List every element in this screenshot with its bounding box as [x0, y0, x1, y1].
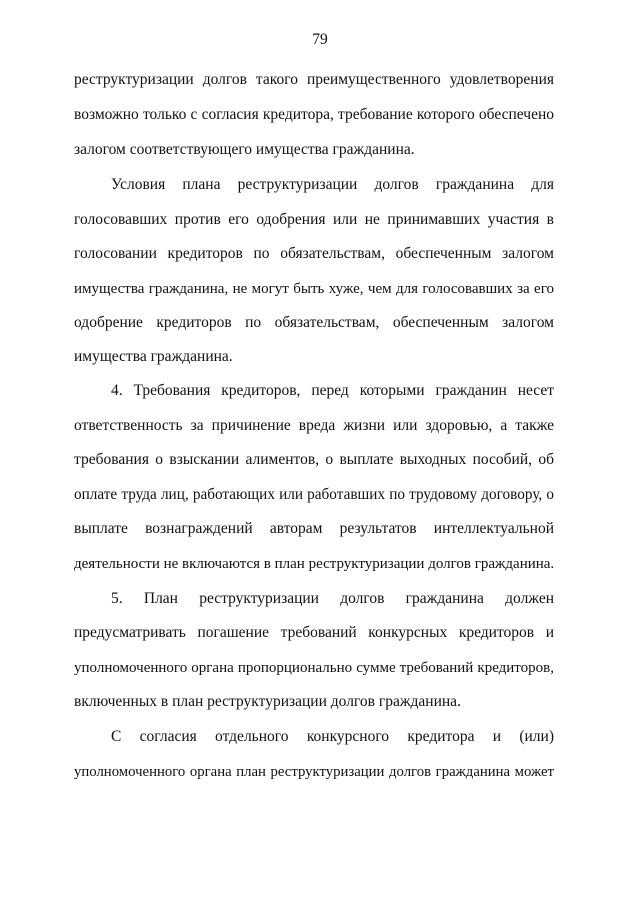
text-line: предусматривать погашение требований конкурсных кредиторов и: [74, 624, 554, 641]
text-line: С согласия отдельного конкурсного кредитора и (или): [111, 728, 554, 745]
text-line: залогом соответствующего имущества гражданина.: [74, 141, 415, 158]
text-line: 4. Требования кредиторов, перед которыми гражданин несет: [111, 382, 554, 399]
text-line: выплате вознаграждений авторам результатов интеллектуальной: [74, 520, 554, 537]
text-line: реструктуризации долгов такого преимущественного удовлетворения: [74, 71, 554, 88]
text-line: ответственность за причинение вреда жизни или здоровью, а также: [74, 417, 554, 434]
text-line: голосовании кредиторов по обязательствам, обеспеченным залогом: [74, 245, 554, 262]
text-line: уполномоченного органа план реструктуризации долгов гражданина может: [74, 764, 554, 780]
text-line: голосовавших против его одобрения или не принимавших участия в: [74, 211, 554, 228]
text-line: оплате труда лиц, работающих или работавших по трудовому договору, о: [74, 486, 554, 503]
text-line: уполномоченного органа пропорционально сумме требований кредиторов,: [74, 660, 554, 676]
text-line: возможно только с согласия кредитора, требование которого обеспечено: [74, 106, 554, 123]
text-line: деятельности не включаются в план реструктуризации долгов гражданина.: [74, 556, 555, 572]
page-number: 79: [312, 31, 328, 48]
text-line: одобрение кредиторов по обязательствам, обеспеченным залогом: [74, 314, 554, 331]
text-line: Условия плана реструктуризации долгов гражданина для: [111, 176, 554, 193]
text-line: имущества гражданина, не могут быть хуже, чем для голосовавших за его: [74, 281, 554, 297]
text-line: имущества гражданина.: [74, 348, 233, 365]
text-line: 5. План реструктуризации долгов гражданина должен: [111, 590, 554, 607]
text-line: включенных в план реструктуризации долгов гражданина.: [74, 693, 461, 710]
text-line: требования о взыскании алиментов, о выплате выходных пособий, об: [74, 451, 554, 468]
